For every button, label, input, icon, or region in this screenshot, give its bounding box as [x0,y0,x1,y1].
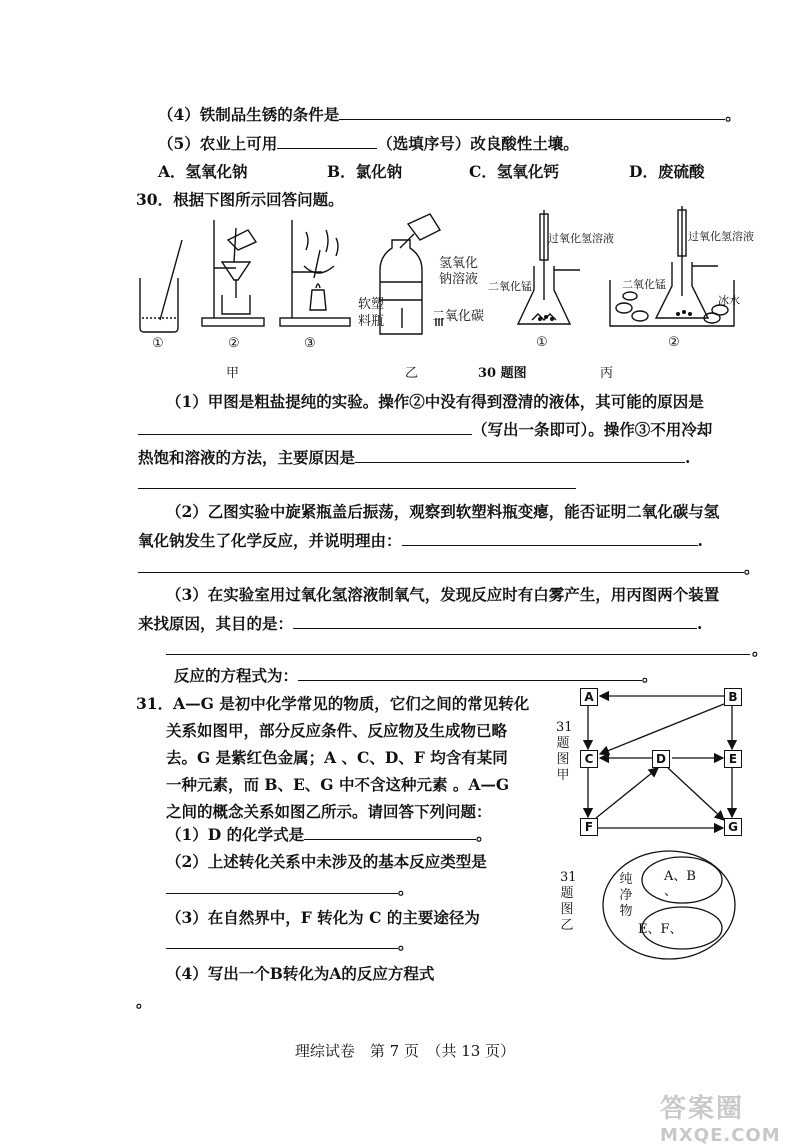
node-b: B [724,688,742,706]
q31-line3: 去。G 是紫红色金属；A 、C、D、F 均含有某同 [166,748,508,767]
end-mark: . [697,614,703,633]
fig-jia-label-1: 31 [556,720,573,735]
fig-jia-label-3: 图 [556,752,570,767]
q30-s1-line2-text: （写出一条即可）。操作③不用冷却 [472,420,713,439]
fig-mno2-a: 二氧化锰 [488,280,532,293]
answer-blank[interactable] [166,934,398,949]
answer-line[interactable] [138,488,576,489]
option-c: C．氢氧化钙 [469,162,559,181]
end-mark: 。 [136,992,152,1011]
q30-s3-line3-text: 反应的方程式为： [174,666,299,685]
answer-blank[interactable] [304,825,476,840]
end-mark: 。 [752,640,768,659]
fig-bottle-1: 软塑 [358,297,385,312]
fig-naoh-1: 氢氧化 [439,256,479,271]
node-e: E [724,750,742,768]
option-d: D．废硫酸 [629,162,705,181]
inner-top-text: A、B [664,869,696,884]
node-a: A [580,688,598,706]
node-c: C [580,750,598,768]
fig-jia-label-4: 甲 [556,768,570,783]
answer-line[interactable] [138,572,744,573]
end-mark: 。 [398,934,414,953]
inner-bottom-text: E、F、 [638,922,683,937]
end-mark: . [685,448,691,467]
end-mark: 。 [398,879,414,898]
answer-line[interactable] [166,654,750,655]
option-b: B．氯化钠 [327,162,403,181]
q31-s1 [166,823,492,845]
fig-label-bing: 丙 [600,366,614,381]
q29-item-5-post: （选填序号）改良酸性土壤。 [377,134,579,153]
watermark-line2: MXQE.COM [660,1125,781,1146]
q30-s1-line2 [138,418,712,440]
answer-blank[interactable] [355,448,685,463]
q31-s2: （2）上述转化关系中未涉及的基本反应类型是 [166,852,487,871]
q31-s2-answer [166,877,414,899]
page-footer: 理综试卷 第 7 页 （共 13 页） [294,1042,516,1060]
q30-s3-line3 [174,664,658,686]
q31-line4: 一种元素，而 B、E、G 中不含这种元素 。A—G [166,775,510,794]
q29-item-5 [158,132,579,154]
q29-item-5-pre: （5）农业上可用 [158,134,278,153]
inner-top-text-2: 、 [664,884,678,899]
q30-s3-line2-text: 来找原因，其目的是： [138,614,294,633]
q31-s3: （3）在自然界中，F 转化为 C 的主要途径为 [166,908,480,927]
q30-s2-line1: （2）乙图实验中旋紧瓶盖后振荡，观察到软塑料瓶变瘪，能否证明二氧化碳与氢 [166,502,720,521]
q30-s2-line2 [138,529,703,551]
watermark-logo [660,1088,781,1146]
q30-s1-line3-text: 热饱和溶液的方法，主要原因是 [138,448,356,467]
q31-line1: 31．A—G 是初中化学常见的物质，它们之间的常见转化 [136,694,530,713]
fig-label-yi: 乙 [405,366,419,381]
answer-blank[interactable] [402,531,698,546]
q31-s3-answer [166,932,414,954]
fig-naoh-2: 钠溶液 [439,272,479,287]
q31-s1-text: （1）D 的化学式是 [166,825,305,844]
fig-label-jia: 甲 [226,366,240,381]
answer-blank[interactable] [166,879,398,894]
answer-blank[interactable] [298,666,642,681]
node-g: G [724,818,742,836]
fig-yi-label-4: 乙 [560,918,574,933]
q30-s1-line3 [138,446,690,468]
end-mark: 。 [725,105,741,124]
watermark-line1: 答案圈 [660,1094,745,1124]
fig-bing-circle-1: ① [536,335,548,350]
fig-jia-label-2: 题 [556,736,570,751]
q29-item-4-text: （4）铁制品生锈的条件是 [158,105,340,124]
end-mark: 。 [476,825,492,844]
node-f: F [580,818,598,836]
q30-s3-line1: （3）在实验室用过氧化氢溶液制氧气，发现反应时有白雾产生，用丙图两个装置 [166,585,720,604]
fig-caption: 30 题图 [478,366,527,381]
fig-yi-label-1: 31 [560,870,577,885]
answer-blank[interactable] [277,134,377,149]
pure-label-2: 净 [619,888,633,903]
fig-bottle-2: 料瓶 [358,314,385,329]
q30-s1-line1: （1）甲图是粗盐提纯的实验。操作②中没有得到澄清的液体，其可能的原因是 [166,392,704,411]
option-a: A．氢氧化钠 [158,162,248,181]
q30-s2-line2-text: 氧化钠发生了化学反应，并说明理由： [138,531,402,550]
fig-circle-2: ② [228,336,240,351]
q31-s4: （4）写出一个B转化为A的反应方程式 [166,964,435,983]
fig-bing-circle-2: ② [668,335,680,350]
q31-line5: 之间的概念关系如图乙所示。请回答下列问题： [166,802,492,821]
fig-circle-3: ③ [304,336,316,351]
end-mark: 。 [642,666,658,685]
end-mark: . [697,531,703,550]
fig-h2o2-b: 过氧化氢溶液 [688,230,754,243]
pure-label-3: 物 [619,904,633,919]
fig-circle-1: ① [152,336,164,351]
answer-blank[interactable] [138,420,472,435]
fig-mno2-b: 二氧化锰 [622,278,666,291]
pure-label-1: 纯 [619,872,633,887]
answer-blank[interactable] [293,614,697,629]
q31-line2: 关系如图甲，部分反应条件、反应物及生成物已略 [166,721,508,740]
node-d: D [652,750,670,768]
end-mark: 。 [744,558,760,577]
q29-item-4 [158,103,741,125]
fig-h2o2-a: 过氧化氢溶液 [548,232,614,245]
fig-yi-label-3: 图 [560,902,574,917]
fig-ice: 冰水 [718,294,740,307]
fig-co2: 二氧化碳 [432,309,485,324]
q30-heading: 30．根据下图所示回答问题。 [136,190,344,209]
fig-yi-label-2: 题 [560,886,574,901]
answer-blank[interactable] [339,105,725,120]
q30-s3-line2 [138,612,702,634]
